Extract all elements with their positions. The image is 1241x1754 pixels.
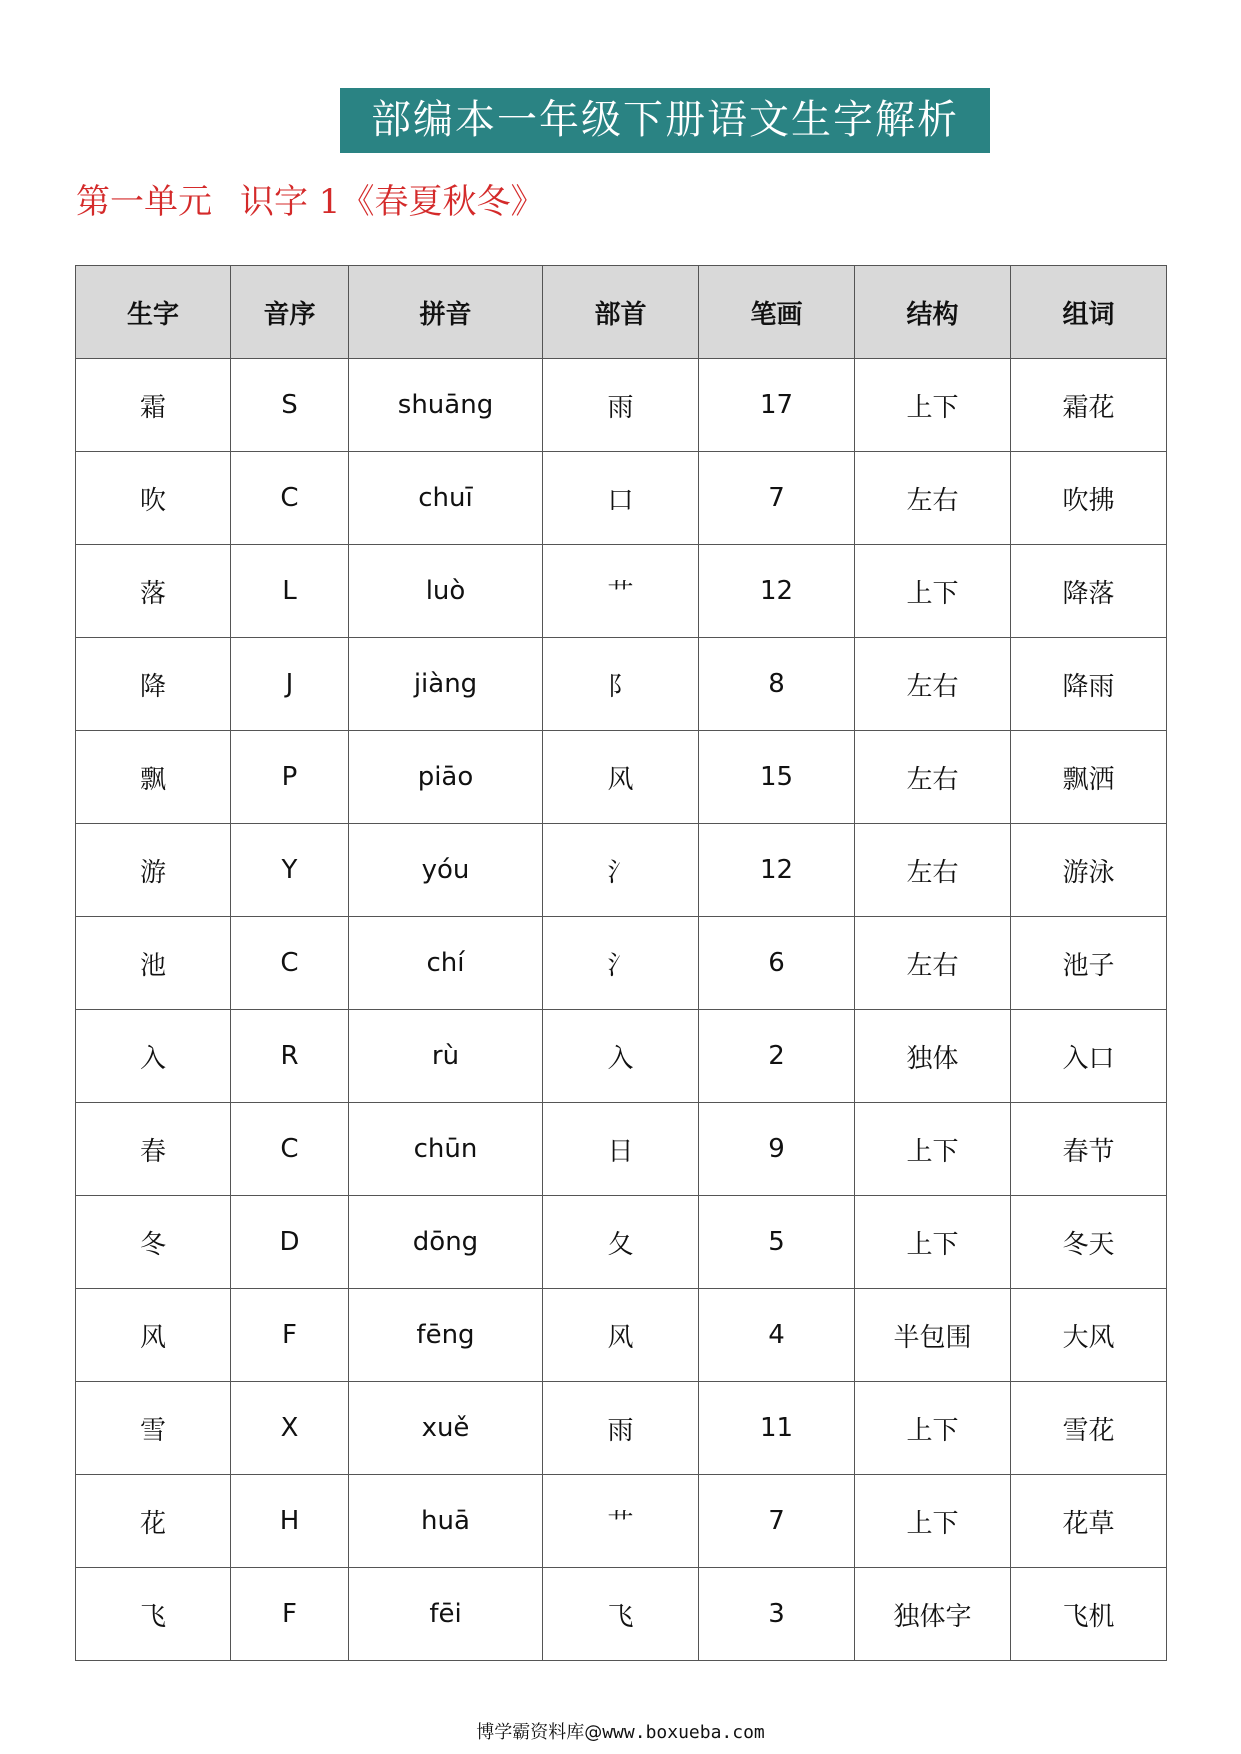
structure-cell: 左右: [855, 917, 1011, 1010]
initial-cell: P: [231, 731, 349, 824]
table-row: [76, 917, 1167, 1010]
stroke-count-cell: 7: [699, 452, 855, 545]
structure-cell: 左右: [855, 452, 1011, 545]
page-title: 部编本一年级下册语文生字解析: [340, 88, 990, 153]
pinyin-cell: shuāng: [349, 359, 543, 452]
initial-cell: X: [231, 1382, 349, 1475]
table-row: [76, 1475, 1167, 1568]
initial-cell: J: [231, 638, 349, 731]
table-row: [76, 1568, 1167, 1661]
column-header: 组词: [1011, 266, 1167, 359]
character-cell: 池: [76, 917, 231, 1010]
table-row: [76, 545, 1167, 638]
table-row: [76, 452, 1167, 545]
initial-cell: R: [231, 1010, 349, 1103]
structure-cell: 上下: [855, 545, 1011, 638]
pinyin-cell: jiàng: [349, 638, 543, 731]
table-row: [76, 1289, 1167, 1382]
stroke-count-cell: 11: [699, 1382, 855, 1475]
structure-cell: 左右: [855, 638, 1011, 731]
pinyin-cell: piāo: [349, 731, 543, 824]
stroke-count-cell: 17: [699, 359, 855, 452]
structure-cell: 独体: [855, 1010, 1011, 1103]
radical-cell: 风: [543, 731, 699, 824]
word-cell: 雪花: [1011, 1382, 1167, 1475]
radical-cell: 艹: [543, 545, 699, 638]
table-row: [76, 1103, 1167, 1196]
pinyin-cell: fēng: [349, 1289, 543, 1382]
unit-label: 第一单元: [76, 182, 212, 222]
column-header: 结构: [855, 266, 1011, 359]
pinyin-cell: chūn: [349, 1103, 543, 1196]
radical-cell: 夂: [543, 1196, 699, 1289]
initial-cell: C: [231, 1103, 349, 1196]
word-cell: 大风: [1011, 1289, 1167, 1382]
table-row: [76, 359, 1167, 452]
column-header: 拼音: [349, 266, 543, 359]
structure-cell: 上下: [855, 1103, 1011, 1196]
character-cell: 降: [76, 638, 231, 731]
character-cell: 落: [76, 545, 231, 638]
structure-cell: 左右: [855, 824, 1011, 917]
stroke-count-cell: 8: [699, 638, 855, 731]
pinyin-cell: dōng: [349, 1196, 543, 1289]
character-cell: 游: [76, 824, 231, 917]
pinyin-cell: fēi: [349, 1568, 543, 1661]
radical-cell: 艹: [543, 1475, 699, 1568]
radical-cell: 阝: [543, 638, 699, 731]
word-cell: 池子: [1011, 917, 1167, 1010]
radical-cell: 口: [543, 452, 699, 545]
character-table: [75, 265, 1167, 1661]
character-cell: 飘: [76, 731, 231, 824]
initial-cell: Y: [231, 824, 349, 917]
word-cell: 飞机: [1011, 1568, 1167, 1661]
stroke-count-cell: 3: [699, 1568, 855, 1661]
table-row: [76, 1196, 1167, 1289]
initial-cell: S: [231, 359, 349, 452]
column-header: 笔画: [699, 266, 855, 359]
structure-cell: 上下: [855, 1382, 1011, 1475]
word-cell: 降落: [1011, 545, 1167, 638]
radical-cell: 飞: [543, 1568, 699, 1661]
table-row: [76, 824, 1167, 917]
character-cell: 入: [76, 1010, 231, 1103]
word-cell: 吹拂: [1011, 452, 1167, 545]
initial-cell: C: [231, 452, 349, 545]
table-row: [76, 731, 1167, 824]
structure-cell: 左右: [855, 731, 1011, 824]
radical-cell: 氵: [543, 917, 699, 1010]
stroke-count-cell: 12: [699, 824, 855, 917]
radical-cell: 雨: [543, 359, 699, 452]
structure-cell: 上下: [855, 1196, 1011, 1289]
stroke-count-cell: 9: [699, 1103, 855, 1196]
character-cell: 霜: [76, 359, 231, 452]
pinyin-cell: yóu: [349, 824, 543, 917]
character-cell: 雪: [76, 1382, 231, 1475]
stroke-count-cell: 12: [699, 545, 855, 638]
stroke-count-cell: 2: [699, 1010, 855, 1103]
stroke-count-cell: 15: [699, 731, 855, 824]
word-cell: 飘洒: [1011, 731, 1167, 824]
character-cell: 冬: [76, 1196, 231, 1289]
stroke-count-cell: 4: [699, 1289, 855, 1382]
table-row: [76, 1010, 1167, 1103]
word-cell: 入口: [1011, 1010, 1167, 1103]
word-cell: 冬天: [1011, 1196, 1167, 1289]
stroke-count-cell: 5: [699, 1196, 855, 1289]
character-cell: 吹: [76, 452, 231, 545]
table-row: [76, 1382, 1167, 1475]
footer: [0, 1718, 1241, 1744]
radical-cell: 风: [543, 1289, 699, 1382]
word-cell: 春节: [1011, 1103, 1167, 1196]
table-header-row: [76, 266, 1167, 359]
pinyin-cell: huā: [349, 1475, 543, 1568]
structure-cell: 上下: [855, 359, 1011, 452]
column-header: 部首: [543, 266, 699, 359]
initial-cell: F: [231, 1568, 349, 1661]
initial-cell: L: [231, 545, 349, 638]
lesson-title: 识字 1《春夏秋冬》: [240, 182, 545, 222]
column-header: 生字: [76, 266, 231, 359]
radical-cell: 雨: [543, 1382, 699, 1475]
initial-cell: F: [231, 1289, 349, 1382]
column-header: 音序: [231, 266, 349, 359]
footer-url[interactable]: www.boxueba.com: [602, 1722, 765, 1743]
initial-cell: D: [231, 1196, 349, 1289]
pinyin-cell: rù: [349, 1010, 543, 1103]
pinyin-cell: xuě: [349, 1382, 543, 1475]
unit-heading: [76, 174, 544, 230]
radical-cell: 氵: [543, 824, 699, 917]
pinyin-cell: chí: [349, 917, 543, 1010]
word-cell: 霜花: [1011, 359, 1167, 452]
pinyin-cell: chuī: [349, 452, 543, 545]
character-cell: 风: [76, 1289, 231, 1382]
initial-cell: H: [231, 1475, 349, 1568]
structure-cell: 独体字: [855, 1568, 1011, 1661]
word-cell: 游泳: [1011, 824, 1167, 917]
structure-cell: 半包围: [855, 1289, 1011, 1382]
table-row: [76, 638, 1167, 731]
pinyin-cell: luò: [349, 545, 543, 638]
footer-site-name: 博学霸资料库@: [476, 1722, 603, 1743]
initial-cell: C: [231, 917, 349, 1010]
character-cell: 飞: [76, 1568, 231, 1661]
stroke-count-cell: 6: [699, 917, 855, 1010]
radical-cell: 日: [543, 1103, 699, 1196]
character-cell: 春: [76, 1103, 231, 1196]
character-cell: 花: [76, 1475, 231, 1568]
word-cell: 降雨: [1011, 638, 1167, 731]
radical-cell: 入: [543, 1010, 699, 1103]
stroke-count-cell: 7: [699, 1475, 855, 1568]
structure-cell: 上下: [855, 1475, 1011, 1568]
word-cell: 花草: [1011, 1475, 1167, 1568]
